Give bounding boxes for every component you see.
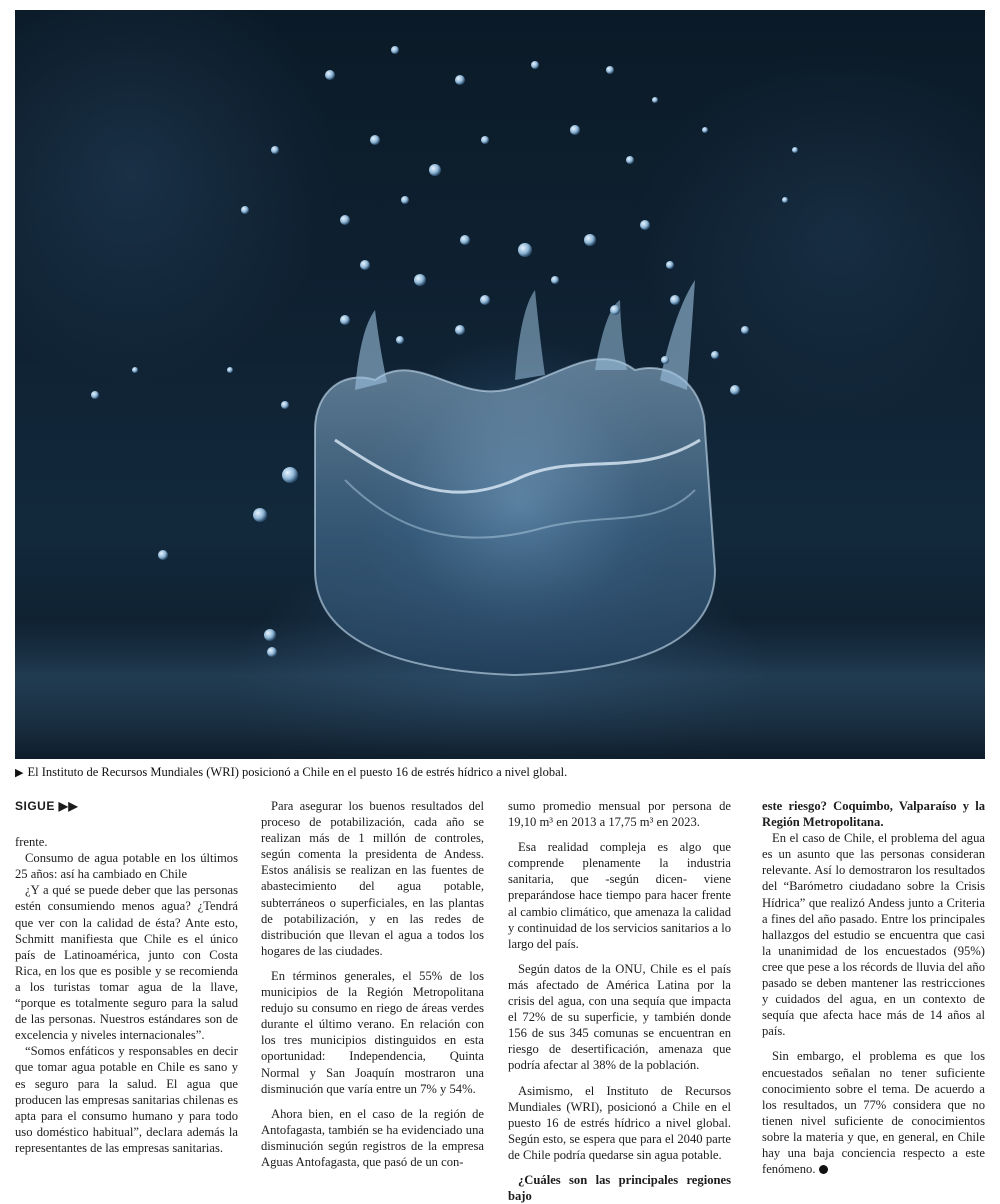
splash-illustration xyxy=(15,10,985,759)
paragraph: Esa realidad compleja es algo que comprende plenamente la industria sanitaria, que -según dicen- viene preparándose hace tiempo para hacer frente al cambio climático, que amenaza la calidad y continuidad de los servicios sanitarios a lo largo del país. xyxy=(508,840,731,951)
caption-marker-icon: ▶ xyxy=(15,767,24,779)
paragraph: Asimismo, el Instituto de Recursos Mundiales (WRI), posicionó a Chile en el puesto 16 de estrés hídrico a nivel global. Según esto, se espera que para el 2040 parte de Chile podría quedarse sin agua potable. xyxy=(508,1083,731,1162)
article-column-1 xyxy=(15,798,238,1156)
caption-text: El Instituto de Recursos Mundiales (WRI) posicionó a Chile en el puesto 16 de estrés hídrico a nivel global. xyxy=(27,765,568,779)
paragraph: ¿Y a qué se puede deber que las personas estén consumiendo menos agua? ¿Tendrá que ver con la calidad de ésta? Ante esto, Schmitt manifiesta que Chile es el único país de Latinoamérica, junto con Costa Rica, en los que es posible y se recomienda a los turistas tomar agua de la llave, “porque es totalmente seguro para la salud de las personas. Nuestros estándares son de excelencia y niveles internacionales”. xyxy=(15,883,238,1043)
paragraph: En términos generales, el 55% de los municipios de la Región Metropolitana redujo su consumo en riego de áreas verdes durante el último verano. En relación con los tres municipios distinguidos en esta oportunidad: Independencia, Quinta Normal y San Joaquín mostraron una disminución que varía entre un 7% y 54%. xyxy=(261,968,484,1096)
paragraph: Para asegurar los buenos resultados del proceso de potabilización, cada año se realizan más de 1 millón de controles, según comenta la presidenta de Andess. Estos análisis se realizan en las fuentes de abastecimiento del agua potable, subterráneos o superficiales, en las plantas de potabilización, y en las redes de distribución que llevan el agua a todos los hogares de las ciudades. xyxy=(261,799,484,958)
article-column-3 xyxy=(508,798,731,1204)
paragraph: Ahora bien, en el caso de la región de Antofagasta, también se ha evidenciado una disminución según registros de la empresa Aguas Antofagasta, que pasó de un con- xyxy=(261,1106,484,1169)
paragraph: Según datos de la ONU, Chile es el país más afectado de América Latina por la crisis del agua, con una sequía que impacta el 72% de su superficie, y también donde 156 de sus 345 comunas se encuentran en riesgo de desertificación, amenaza que podría afectar al 38% de la población. xyxy=(508,961,731,1073)
question-heading-continued: este riesgo? Coquimbo, Valparaíso y la Región Metropolitana. xyxy=(762,799,985,830)
photo-caption xyxy=(15,764,985,781)
paragraph: sumo promedio mensual por persona de 19,10 m³ en 2013 a 17,75 m³ en 2023. xyxy=(508,799,731,830)
subheading: Consumo de agua potable en los últimos 25 años: así ha cambiado en Chile xyxy=(15,851,238,882)
paragraph xyxy=(762,1048,985,1177)
article-column-4 xyxy=(762,798,985,1177)
article-column-2 xyxy=(261,798,484,1170)
paragraph: “Somos enfáticos y responsables en decir que tomar agua potable en Chile es sano y es seguro para la salud. El agua que producen las empresas sanitarias chilenas es apta para el consumo humano y para todo uso doméstico habitual”, declara además la representantes de las empresas sanitarias. xyxy=(15,1044,238,1155)
end-of-article-icon xyxy=(819,1165,828,1174)
paragraph-text: Sin embargo, el problema es que los encuestados señalan no tener suficiente conocimiento sobre el tema. De acuerdo a los resultados, un 77% considera que no tienen nivel suficiente de conocimientos sobre la materia y que, en general, en Chile hay una baja conciencia respecto a este fenómeno. xyxy=(762,1049,985,1177)
paragraph: frente. xyxy=(15,835,48,850)
question-heading: ¿Cuáles son las principales regiones bajo xyxy=(508,1172,731,1204)
water-splash-photo xyxy=(15,10,985,759)
sigue-label: SIGUE ▶▶ xyxy=(15,799,79,813)
paragraph: En el caso de Chile, el problema del agua es un asunto que las personas consideran relevante. Así lo demostraron los resultados del “Barómetro ciudadano sobre la Crisis Hídrica” que realizó Andess junto a Criteria a fines del año pasado. Entre los principales hallazgos del estudio se encuentra que casi la unanimidad de los encuestados (95%) cree que pese a los récords de lluvia del año pasado se deben mantener las restricciones y cuidados del agua, en un contexto de sequía que afecta hace más de 14 años al país. xyxy=(762,831,985,1039)
